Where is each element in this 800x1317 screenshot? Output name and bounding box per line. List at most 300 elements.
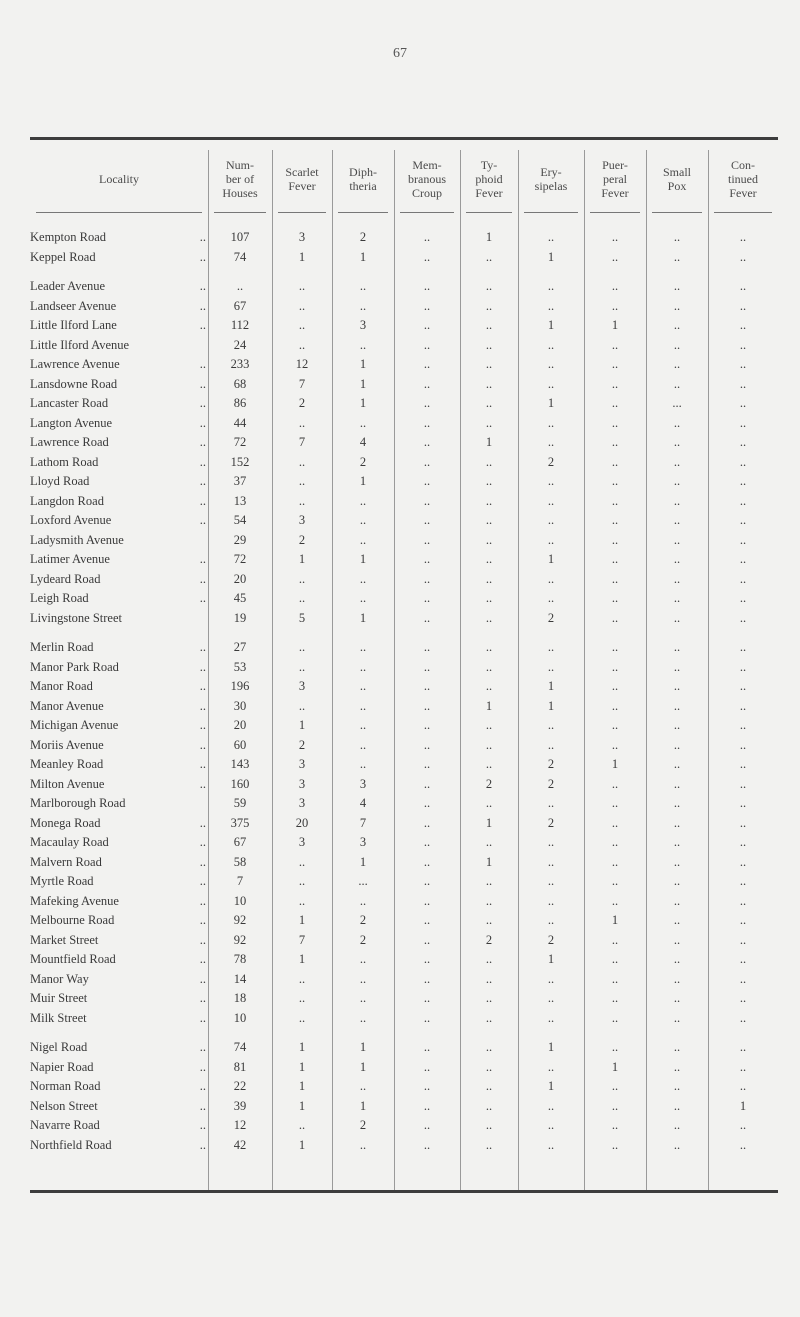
puerperal-fever-cell: .. [611,513,619,527]
membranous-croup-cell: .. [423,1118,431,1132]
typhoid-fever-cell: .. [485,318,493,332]
continued-fever-cell: .. [739,337,747,352]
locality-name: Lloyd Road [30,474,90,488]
scarlet-fever-cell: .. [298,874,306,888]
small-pox-cell: .. [673,1010,681,1025]
membranous-croup-cell: .. [423,1010,431,1025]
locality-name: Mafeking Avenue [30,893,119,908]
houses-cell: 112 [230,318,250,332]
leader-dots: .. [199,1118,206,1132]
locality-cell [30,911,208,931]
erysipelas-cell: .. [547,493,555,508]
locality-cell [30,336,208,356]
erysipelas-cell: .. [547,991,555,1005]
locality-cell [30,716,208,736]
typhoid-fever-cell: .. [485,1118,493,1132]
membranous-croup-cell: .. [423,932,431,947]
table-row [0,736,800,756]
membranous-croup-cell: .. [423,776,431,791]
typhoid-fever-cell: .. [485,718,493,732]
diphtheria-cell: 4 [359,435,367,449]
table-row [0,911,800,931]
leader-dots: .. [199,679,206,693]
continued-fever-cell: .. [739,659,747,674]
diphtheria-cell: .. [359,952,367,966]
continued-fever-cell: .. [739,796,747,810]
table-row [0,950,800,970]
puerperal-fever-cell: .. [611,610,619,625]
typhoid-fever-cell: .. [485,357,493,371]
small-pox-cell: .. [673,854,681,869]
membranous-croup-cell: .. [423,279,431,293]
houses-cell: 233 [230,357,250,371]
table-row [0,248,800,268]
membranous-croup-cell: .. [423,454,431,469]
erysipelas-cell: .. [547,298,555,313]
erysipelas-cell: .. [547,796,555,810]
puerperal-fever-cell: .. [611,230,619,244]
continued-fever-cell: .. [739,571,747,586]
typhoid-fever-cell: .. [485,835,493,849]
table-row [0,814,800,834]
bottom-rule [30,1190,778,1193]
erysipelas-cell: .. [547,893,555,908]
membranous-croup-cell: .. [423,435,431,449]
table-row [0,414,800,434]
locality-name: Manor Road [30,679,93,693]
erysipelas-cell: .. [547,640,555,654]
puerperal-fever-cell: .. [611,640,619,654]
diphtheria-cell: 1 [359,357,367,371]
header-underline [400,212,454,213]
continued-fever-cell: .. [739,279,747,293]
continued-fever-cell: .. [739,1010,747,1025]
erysipelas-cell: 1 [547,318,555,332]
erysipelas-cell: 2 [547,757,555,771]
membranous-croup-cell: .. [423,298,431,313]
membranous-croup-cell: .. [423,854,431,869]
table-row [0,453,800,473]
houses-cell: 160 [230,776,250,791]
membranous-croup-cell: .. [423,893,431,908]
puerperal-fever-cell: .. [611,932,619,947]
membranous-croup-cell: .. [423,1040,431,1054]
puerperal-fever-cell: .. [611,952,619,966]
locality-name: Kempton Road [30,230,107,244]
continued-fever-cell: 1 [739,1098,747,1113]
membranous-croup-cell: .. [423,591,431,605]
locality-cell [30,697,208,717]
houses-cell: 58 [233,854,247,869]
puerperal-fever-cell: .. [611,532,619,547]
small-pox-cell: .. [673,640,681,654]
locality-cell [30,892,208,912]
locality-cell [30,355,208,375]
locality-name: Lathom Road [30,454,99,469]
table-row [0,1038,800,1058]
table-row [0,872,800,892]
table-row [0,492,800,512]
locality-cell [30,316,208,336]
locality-name: Livingstone Street [30,610,122,625]
scarlet-fever-cell: 3 [298,796,306,810]
locality-cell [30,970,208,990]
erysipelas-cell: .. [547,279,555,293]
locality-name: Moriis Avenue [30,737,104,752]
scarlet-fever-cell: .. [298,698,306,713]
diphtheria-cell: 2 [359,932,367,947]
houses-cell: 60 [233,737,247,752]
scarlet-fever-cell: .. [298,991,306,1005]
table-row [0,775,800,795]
membranous-croup-cell: .. [423,659,431,674]
small-pox-cell: .. [673,1079,681,1093]
scarlet-fever-cell: .. [298,298,306,313]
typhoid-fever-cell: .. [485,454,493,469]
continued-fever-cell: .. [739,1118,747,1132]
membranous-croup-cell: .. [423,230,431,244]
diphtheria-cell: .. [359,279,367,293]
continued-fever-cell: .. [739,874,747,888]
houses-cell: 67 [233,298,247,313]
leader-dots: .. [199,757,206,771]
continued-fever-cell: .. [739,493,747,508]
locality-cell [30,375,208,395]
erysipelas-cell: .. [547,357,555,371]
small-pox-cell: .. [673,913,681,927]
locality-cell [30,492,208,512]
table-row [0,570,800,590]
locality-name: Michigan Avenue [30,718,119,732]
erysipelas-cell: .. [547,415,555,430]
diphtheria-cell: 3 [359,776,367,791]
houses-cell: 375 [230,815,250,830]
typhoid-fever-cell: .. [485,971,493,986]
locality-cell [30,814,208,834]
puerperal-fever-cell: .. [611,815,619,830]
diphtheria-cell: 1 [359,552,367,566]
houses-cell: 22 [233,1079,247,1093]
scarlet-fever-cell: 1 [298,1137,306,1152]
locality-name: Mountfield Road [30,952,116,966]
houses-cell: 78 [233,952,247,966]
continued-fever-cell: .. [739,249,747,264]
continued-fever-cell: .. [739,952,747,966]
diphtheria-cell: .. [359,698,367,713]
header-small-pox: Small Pox [662,165,691,193]
membranous-croup-cell: .. [423,357,431,371]
small-pox-cell: .. [673,971,681,986]
houses-cell: 10 [233,1010,247,1025]
houses-cell: 18 [233,991,247,1005]
houses-cell: 107 [230,230,250,244]
typhoid-fever-cell: .. [485,474,493,488]
leader-dots: .. [199,415,206,430]
scarlet-fever-cell: 3 [298,679,306,693]
small-pox-cell: .. [673,737,681,752]
erysipelas-cell: .. [547,571,555,586]
puerperal-fever-cell: .. [611,796,619,810]
continued-fever-cell: .. [739,854,747,869]
membranous-croup-cell: .. [423,991,431,1005]
small-pox-cell: .. [673,952,681,966]
table-row [0,511,800,531]
locality-name: Ladysmith Avenue [30,532,124,547]
leader-dots: .. [199,249,206,264]
houses-cell: 30 [233,698,247,713]
membranous-croup-cell: .. [423,1059,431,1074]
small-pox-cell: .. [673,571,681,586]
erysipelas-cell: .. [547,435,555,449]
header-locality: Locality [99,172,139,186]
membranous-croup-cell: .. [423,718,431,732]
diphtheria-cell: 1 [359,1040,367,1054]
puerperal-fever-cell: .. [611,718,619,732]
leader-dots: .. [199,913,206,927]
locality-name: Leigh Road [30,591,89,605]
diphtheria-cell: 4 [359,796,367,810]
leader-dots: .. [199,513,206,527]
locality-cell [30,833,208,853]
header-diphtheria: Diph- theria [349,165,377,193]
diphtheria-cell: .. [359,415,367,430]
small-pox-cell: .. [673,435,681,449]
scarlet-fever-cell: 1 [298,913,306,927]
table-row [0,550,800,570]
houses-cell: 27 [233,640,247,654]
locality-name: Langdon Road [30,493,104,508]
locality-cell [30,228,208,248]
continued-fever-cell: .. [739,640,747,654]
scarlet-fever-cell: .. [298,591,306,605]
diphtheria-cell: 1 [359,1059,367,1074]
leader-dots: .. [199,835,206,849]
locality-name: Merlin Road [30,640,94,654]
membranous-croup-cell: .. [423,952,431,966]
scarlet-fever-cell: 7 [298,435,306,449]
diphtheria-cell: ... [358,874,368,888]
continued-fever-cell: .. [739,913,747,927]
locality-cell [30,794,208,814]
membranous-croup-cell: .. [423,415,431,430]
table-row [0,833,800,853]
leader-dots: .. [199,971,206,986]
puerperal-fever-cell: .. [611,1118,619,1132]
houses-cell: 72 [233,435,247,449]
puerperal-fever-cell: .. [611,435,619,449]
houses-cell: 24 [233,337,247,352]
typhoid-fever-cell: .. [485,874,493,888]
typhoid-fever-cell: 2 [485,776,493,791]
leader-dots: .. [199,952,206,966]
table-row [0,989,800,1009]
membranous-croup-cell: .. [423,971,431,986]
erysipelas-cell: .. [547,1098,555,1113]
erysipelas-cell: .. [547,718,555,732]
locality-cell [30,609,208,629]
typhoid-fever-cell: .. [485,415,493,430]
diphtheria-cell: .. [359,737,367,752]
continued-fever-cell: .. [739,376,747,391]
scarlet-fever-cell: 1 [298,1098,306,1113]
leader-dots: .. [199,698,206,713]
diphtheria-cell: 1 [359,376,367,391]
diphtheria-cell: .. [359,1079,367,1093]
scarlet-fever-cell: 7 [298,932,306,947]
header-continued-fever: Con- tinued Fever [728,158,758,200]
puerperal-fever-cell: .. [611,835,619,849]
continued-fever-cell: .. [739,1137,747,1152]
erysipelas-cell: 2 [547,454,555,469]
erysipelas-cell: 2 [547,776,555,791]
continued-fever-cell: .. [739,610,747,625]
diphtheria-cell: 1 [359,854,367,869]
header-typhoid-fever: Ty- phoid Fever [475,158,503,200]
locality-name: Manor Park Road [30,659,119,674]
leader-dots: .. [199,435,206,449]
membranous-croup-cell: .. [423,396,431,410]
typhoid-fever-cell: .. [485,493,493,508]
puerperal-fever-cell: .. [611,1098,619,1113]
leader-dots: .. [199,357,206,371]
leader-dots: .. [199,591,206,605]
continued-fever-cell: .. [739,532,747,547]
scarlet-fever-cell: .. [298,454,306,469]
leader-dots: .. [199,230,206,244]
locality-cell [30,277,208,297]
header-underline [466,212,512,213]
small-pox-cell: .. [673,279,681,293]
leader-dots: .. [199,932,206,947]
puerperal-fever-cell: .. [611,337,619,352]
top-rule [30,137,778,140]
houses-cell: 196 [230,679,250,693]
leader-dots: .. [199,737,206,752]
typhoid-fever-cell: 1 [485,854,493,869]
leader-dots: .. [199,874,206,888]
typhoid-fever-cell: .. [485,952,493,966]
typhoid-fever-cell: .. [485,337,493,352]
scarlet-fever-cell: 1 [298,552,306,566]
houses-cell: 68 [233,376,247,391]
membranous-croup-cell: .. [423,552,431,566]
locality-name: Napier Road [30,1059,94,1074]
leader-dots: .. [199,1137,206,1152]
diphtheria-cell: 2 [359,913,367,927]
houses-cell: .. [236,279,244,293]
typhoid-fever-cell: .. [485,1137,493,1152]
erysipelas-cell: .. [547,1118,555,1132]
erysipelas-cell: 2 [547,815,555,830]
membranous-croup-cell: .. [423,698,431,713]
puerperal-fever-cell: .. [611,991,619,1005]
small-pox-cell: .. [673,991,681,1005]
diphtheria-cell: 2 [359,454,367,469]
locality-cell [30,248,208,268]
puerperal-fever-cell: .. [611,454,619,469]
typhoid-fever-cell: .. [485,279,493,293]
puerperal-fever-cell: .. [611,357,619,371]
header-scarlet-fever: Scarlet Fever [285,165,319,193]
typhoid-fever-cell: .. [485,659,493,674]
leader-dots: .. [199,659,206,674]
small-pox-cell: .. [673,718,681,732]
diphtheria-cell: .. [359,337,367,352]
membranous-croup-cell: .. [423,610,431,625]
houses-cell: 13 [233,493,247,508]
table-row [0,931,800,951]
small-pox-cell: .. [673,610,681,625]
diphtheria-cell: .. [359,659,367,674]
scarlet-fever-cell: .. [298,640,306,654]
table-row [0,394,800,414]
locality-cell [30,1116,208,1136]
erysipelas-cell: .. [547,835,555,849]
typhoid-fever-cell: 1 [485,698,493,713]
membranous-croup-cell: .. [423,249,431,264]
small-pox-cell: .. [673,1040,681,1054]
table-row [0,1097,800,1117]
membranous-croup-cell: .. [423,493,431,508]
continued-fever-cell: .. [739,298,747,313]
erysipelas-cell: 2 [547,610,555,625]
locality-name: Norman Road [30,1079,101,1093]
continued-fever-cell: .. [739,932,747,947]
locality-name: Market Street [30,932,99,947]
leader-dots: .. [199,1059,206,1074]
puerperal-fever-cell: .. [611,415,619,430]
locality-name: Milk Street [30,1010,87,1025]
typhoid-fever-cell: .. [485,571,493,586]
small-pox-cell: .. [673,474,681,488]
scarlet-fever-cell: 1 [298,952,306,966]
locality-cell [30,872,208,892]
typhoid-fever-cell: .. [485,376,493,391]
leader-dots: .. [199,376,206,391]
puerperal-fever-cell: .. [611,971,619,986]
typhoid-fever-cell: .. [485,396,493,410]
table-row [0,638,800,658]
small-pox-cell: .. [673,698,681,713]
puerperal-fever-cell: .. [611,737,619,752]
table-row [0,1058,800,1078]
diphtheria-cell: .. [359,679,367,693]
continued-fever-cell: .. [739,679,747,693]
scarlet-fever-cell: 3 [298,513,306,527]
table-row [0,658,800,678]
membranous-croup-cell: .. [423,679,431,693]
locality-cell [30,453,208,473]
typhoid-fever-cell: .. [485,640,493,654]
locality-cell [30,433,208,453]
locality-cell [30,638,208,658]
leader-dots: .. [199,1098,206,1113]
table-row [0,853,800,873]
scarlet-fever-cell: 2 [298,396,306,410]
membranous-croup-cell: .. [423,532,431,547]
locality-cell [30,414,208,434]
leader-dots: .. [199,640,206,654]
membranous-croup-cell: .. [423,737,431,752]
locality-cell [30,1097,208,1117]
erysipelas-cell: .. [547,1010,555,1025]
locality-cell [30,394,208,414]
diphtheria-cell: 1 [359,610,367,625]
scarlet-fever-cell: 1 [298,1059,306,1074]
puerperal-fever-cell: .. [611,591,619,605]
small-pox-cell: .. [673,796,681,810]
table-row [0,1116,800,1136]
